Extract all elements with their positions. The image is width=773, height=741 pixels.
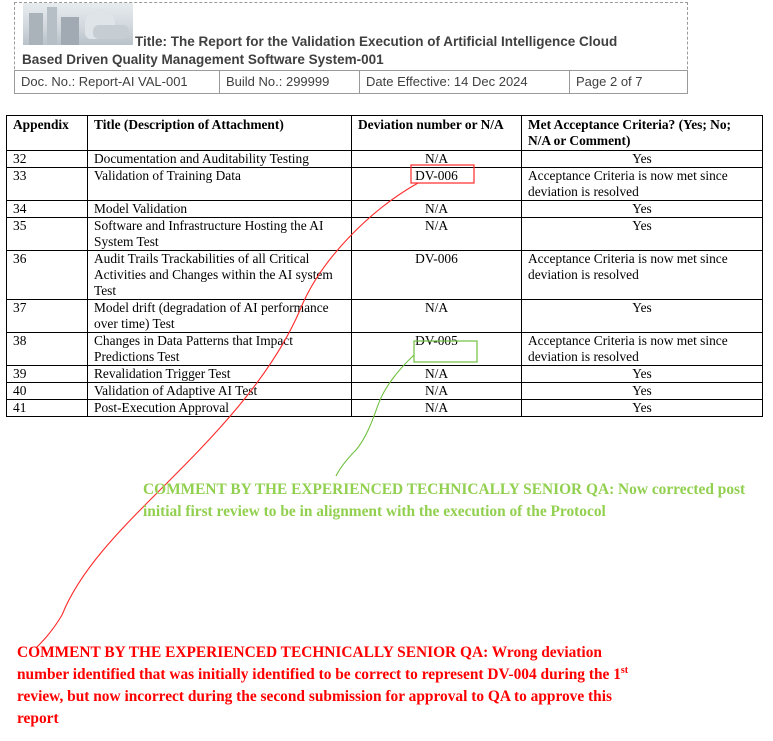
cell-appendix: 40 — [7, 383, 88, 400]
header-deviation: Deviation number or N/A — [352, 116, 522, 151]
cell-deviation: N/A — [352, 151, 522, 168]
doc-number: Doc. No.: Report-AI VAL-001 — [14, 70, 220, 94]
table-row — [7, 366, 763, 383]
red-review-comment — [17, 642, 657, 730]
table-row — [7, 251, 763, 300]
cell-deviation: DV-006 — [352, 251, 522, 300]
document-header — [14, 2, 688, 94]
table-row — [7, 400, 763, 417]
header-logo-image — [23, 3, 133, 45]
cell-appendix: 36 — [7, 251, 88, 300]
cell-title: Changes in Data Patterns that Impact Predictions Test — [88, 333, 352, 366]
cell-deviation: N/A — [352, 201, 522, 218]
cell-title: Model Validation — [88, 201, 352, 218]
table-header-row — [7, 116, 763, 151]
table-row — [7, 201, 763, 218]
cell-title: Validation of Training Data — [88, 168, 352, 201]
build-number: Build No.: 299999 — [219, 70, 360, 94]
cell-appendix: 32 — [7, 151, 88, 168]
cell-appendix: 33 — [7, 168, 88, 201]
cell-deviation: DV-005 — [352, 333, 522, 366]
cell-title: Validation of Adaptive AI Test — [88, 383, 352, 400]
cell-deviation: N/A — [352, 300, 522, 333]
cell-title: Documentation and Auditability Testing — [88, 151, 352, 168]
cell-title: Revalidation Trigger Test — [88, 366, 352, 383]
cell-met: Yes — [522, 383, 763, 400]
cell-appendix: 37 — [7, 300, 88, 333]
cell-deviation: DV-006 — [352, 168, 522, 201]
green-review-comment: COMMENT BY THE EXPERIENCED TECHNICALLY SENIOR QA: Now corrected post initial first review to be in alignment with the execution of the Protocol — [143, 481, 746, 520]
cell-appendix: 41 — [7, 400, 88, 417]
cell-met: Acceptance Criteria is now met since deviation is resolved — [522, 251, 763, 300]
cell-title: Audit Trails Trackabilities of all Critical Activities and Changes within the AI system Test — [88, 251, 352, 300]
cell-met: Acceptance Criteria is now met since deviation is resolved — [522, 168, 763, 201]
cell-title: Software and Infrastructure Hosting the AI System Test — [88, 218, 352, 251]
header-meta-row — [14, 70, 687, 94]
cell-title: Model drift (degradation of AI performance over time) Test — [88, 300, 352, 333]
appendix-table — [6, 115, 763, 417]
header-appendix: Appendix — [7, 116, 88, 151]
cell-met: Yes — [522, 400, 763, 417]
cell-deviation: N/A — [352, 400, 522, 417]
cell-met: Yes — [522, 300, 763, 333]
cell-appendix: 39 — [7, 366, 88, 383]
red-comment-part2: review, but now incorrect during the second submission for approval to QA to approve this report — [17, 688, 613, 727]
cell-appendix: 35 — [7, 218, 88, 251]
document-title-line2: Based Driven Quality Management Software System-001 — [22, 52, 384, 67]
table-row — [7, 218, 763, 251]
cell-met: Yes — [522, 201, 763, 218]
cell-appendix: 34 — [7, 201, 88, 218]
red-comment-superscript: st — [620, 664, 629, 676]
table-row — [7, 333, 763, 366]
cell-deviation: N/A — [352, 218, 522, 251]
cell-met: Yes — [522, 218, 763, 251]
page-number: Page 2 of 7 — [569, 70, 688, 94]
cell-met: Yes — [522, 366, 763, 383]
header-title: Title (Description of Attachment) — [88, 116, 352, 151]
table-row — [7, 168, 763, 201]
cell-title: Post-Execution Approval — [88, 400, 352, 417]
date-effective: Date Effective: 14 Dec 2024 — [359, 70, 570, 94]
header-met-criteria: Met Acceptance Criteria? (Yes; No; N/A or Comment) — [522, 116, 763, 151]
cell-deviation: N/A — [352, 383, 522, 400]
table-row — [7, 151, 763, 168]
document-title-line1: Title: The Report for the Validation Execution of Artificial Intelligence Cloud — [135, 34, 618, 49]
cell-deviation: N/A — [352, 366, 522, 383]
table-row — [7, 300, 763, 333]
cell-appendix: 38 — [7, 333, 88, 366]
red-comment-part1: COMMENT BY THE EXPERIENCED TECHNICALLY SENIOR QA: Wrong deviation number identified that was initially identified to be correct to represent DV-004 during the 1 — [17, 644, 621, 683]
cell-met: Yes — [522, 151, 763, 168]
cell-met: Acceptance Criteria is now met since deviation is resolved — [522, 333, 763, 366]
table-row — [7, 383, 763, 400]
